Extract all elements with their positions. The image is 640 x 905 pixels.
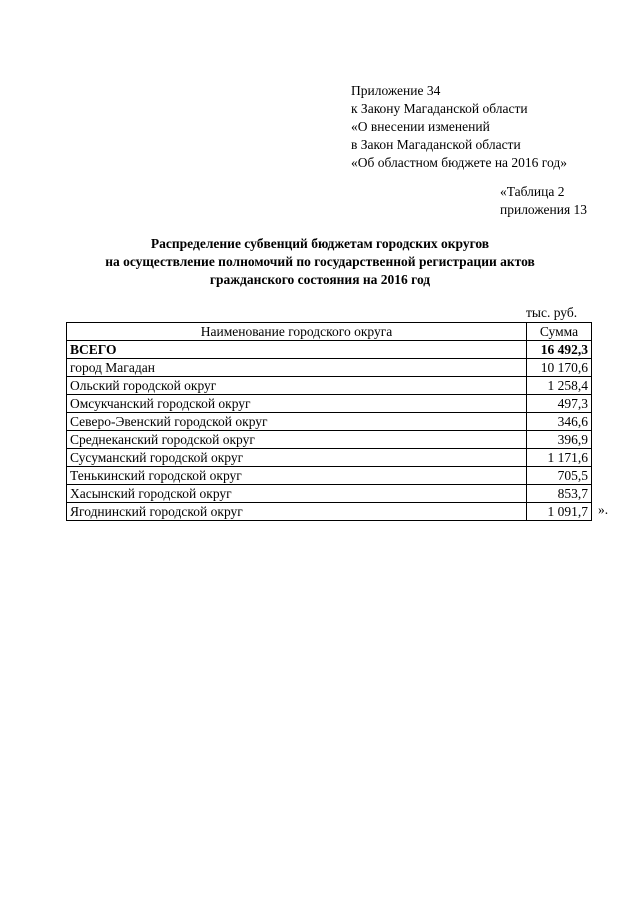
district-name: Хасынский городской округ — [67, 485, 527, 503]
table-reference-line: приложения 13 — [500, 202, 588, 217]
document-title — [60, 235, 580, 289]
district-name: город Магадан — [67, 359, 527, 377]
district-name: Ягоднинский городской округ — [67, 503, 527, 521]
district-name: Сусуманский городской округ — [67, 449, 527, 467]
table-row — [67, 413, 592, 431]
table-header-row — [67, 323, 592, 341]
district-sum: 346,6 — [527, 413, 592, 431]
district-name: Тенькинский городской округ — [67, 467, 527, 485]
closing-quote: ». — [598, 502, 609, 517]
annex-block — [351, 82, 567, 172]
district-sum: 853,7 — [527, 485, 592, 503]
table-reference — [500, 183, 587, 219]
header-sum: Сумма — [527, 323, 592, 341]
table-total-row — [67, 341, 592, 359]
district-sum: 497,3 — [527, 395, 592, 413]
table-row — [67, 485, 592, 503]
units-label: тыс. руб. — [526, 305, 578, 320]
district-sum: 10 170,6 — [527, 359, 592, 377]
annex-line: к Закону Магаданской области — [351, 101, 528, 116]
table-row — [67, 449, 592, 467]
district-sum: 1 258,4 — [527, 377, 592, 395]
table-row — [67, 467, 592, 485]
header-name: Наименование городского округа — [67, 323, 527, 341]
table-row — [67, 431, 592, 449]
district-sum: 396,9 — [527, 431, 592, 449]
total-value: 16 492,3 — [527, 341, 592, 359]
title-line: Распределение субвенций бюджетам городских округов — [150, 236, 490, 251]
title-line: на осуществление полномочий по государственной регистрации актов — [105, 254, 535, 269]
table-row — [67, 503, 592, 521]
total-label: ВСЕГО — [67, 341, 527, 359]
district-name: Среднеканский городской округ — [67, 431, 527, 449]
district-sum: 1 171,6 — [527, 449, 592, 467]
district-name: Омсукчанский городской округ — [67, 395, 527, 413]
table-row — [67, 359, 592, 377]
table-reference-line: «Таблица 2 — [500, 184, 565, 199]
district-name: Ольский городской округ — [67, 377, 527, 395]
district-sum: 705,5 — [527, 467, 592, 485]
table-row — [67, 377, 592, 395]
annex-line: Приложение 34 — [351, 83, 441, 98]
subvention-table — [66, 322, 592, 521]
annex-line: «О внесении изменений — [351, 119, 490, 134]
title-line: гражданского состояния на 2016 год — [209, 272, 431, 287]
district-sum: 1 091,7 — [527, 503, 592, 521]
annex-line: в Закон Магаданской области — [351, 137, 521, 152]
table-row — [67, 395, 592, 413]
district-name: Северо-Эвенский городской округ — [67, 413, 527, 431]
annex-line: «Об областном бюджете на 2016 год» — [351, 155, 567, 170]
